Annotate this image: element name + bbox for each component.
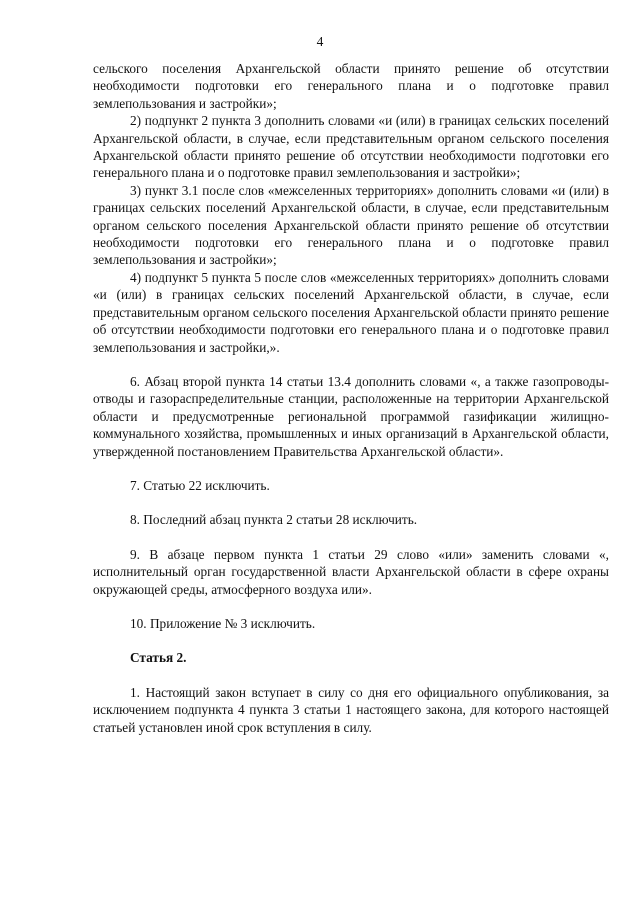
- document-body: [93, 60, 609, 736]
- paragraph-subitem-3: 3) пункт 3.1 после слов «межселенных территориях» дополнить словами «и (или) в границах сельских поселений Архангельской области, в случае, если представительным органом сельского поселения Архангельской области принято решение об отсутствии необходимости подготовки его генерального плана и о подготовке правил землепользования и застройки»;: [93, 182, 609, 268]
- article-heading: Статья 2.: [130, 650, 187, 666]
- paragraph-subitem-2: 2) подпункт 2 пункта 3 дополнить словами «и (или) в границах сельских поселений Архангельской области, в случае, если представительным органом сельского поселения Архангельской области принято решение об отсутствии необходимости подготовки его генерального плана и о подготовке правил землепользования и застройки»;: [93, 113, 609, 181]
- paragraph-item-9: 9. В абзаце первом пункта 1 статьи 29 слово «или» заменить словами «, исполнительный орган государственной власти Архангельской области в сфере охраны окружающей среды, атмосферного воздуха или».: [93, 546, 609, 597]
- paragraph-item-6: 6. Абзац второй пункта 14 статьи 13.4 дополнить словами «, а также газопроводы-отводы и газораспределительные станции, расположенные на территории Архангельской области и предусмотренные региональной программой газификации жилищно-коммунального хозяйства, промышленных и иных организаций в Архангельской области, утвержденной постановлением Правительства Архангельской области».: [93, 373, 609, 459]
- page-number: 4: [316, 34, 324, 49]
- paragraph-continuation: сельского поселения Архангельской области принято решение об отсутствии необходимости подготовки его генерального плана и о подготовке правил землепользования и застройки»;: [93, 61, 609, 111]
- paragraph-article-2-item-1: 1. Настоящий закон вступает в силу со дня его официального опубликования, за исключением подпункта 4 пункта 3 статьи 1 настоящего закона, для которого настоящей статьей установлен иной срок вступления в силу.: [93, 684, 609, 735]
- paragraph-subitem-4: 4) подпункт 5 пункта 5 после слов «межселенных территориях» дополнить словами «и (или) в границах сельских поселений Архангельской области, в случае, если представительным органом сельского поселения Архангельской области принято решение об отсутствии необходимости подготовки его генерального плана и о подготовке правил землепользования и застройки,».: [93, 269, 609, 355]
- paragraph-item-7: 7. Статью 22 исключить.: [130, 477, 270, 493]
- paragraph-item-8: 8. Последний абзац пункта 2 статьи 28 исключить.: [130, 512, 418, 528]
- paragraph-item-10: 10. Приложение № 3 исключить.: [130, 615, 316, 631]
